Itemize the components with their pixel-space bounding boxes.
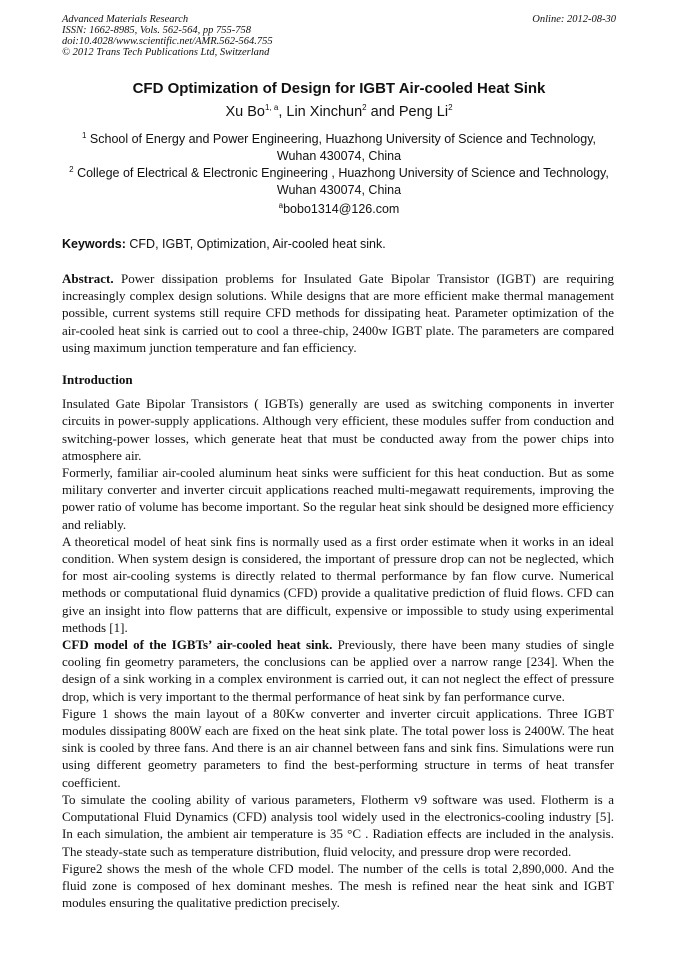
paragraph: A theoretical model of heat sink fins is normally used as a first order estimate when it works in an ideal condition. When system design is considered, the important of pressure drop can not be neglected, which for most air-cooling systems is directly related to thermal performance by fan flow curve. Numerical methods or computational fluid dynamics (CFD) provide a qualitative prediction of fluid flows. CFD can give an insight into flow patterns that are difficult, expensive or impossible to study using experimental methods [1].: [62, 533, 614, 635]
author-list: [40, 104, 638, 120]
paragraph: Figure 1 shows the main layout of a 80Kw converter and inverter circuit applications. Three IGBT modules dissipating 800W each are fixed on the heat sink plate. The total power loss is 2400W. The heat sink is cooled by three fans. And there is an air channel between fans and sink fins. Simulations were run using different geometry parameters to find the best-performing structure in terms of heat transfer coefficient.: [62, 705, 614, 790]
affiliation-text: College of Electrical & Electronic Engineering , Huazhong University of Science and Technology, Wuhan 430074, China: [77, 166, 609, 197]
paragraph: Insulated Gate Bipolar Transistors ( IGBTs) generally are used as switching components in inverter circuits in power-supply applications. Although very efficient, these modules suffer from conduction and switching-power losses, which generate heat that must be conducted away from the power chips into atmosphere air.: [62, 396, 614, 463]
paragraph-text: Previously, there have been many studies of single cooling fin geometry parameters, the conclusions can be applied over a narrow range [234]. When the design of a sink working in a complex environment is carried out, it can not neglect the effect of pressure drop, which is very important to the thermal performance of heat sink by fan performance curve.: [62, 637, 614, 704]
issn-line: ISSN: 1662-8985, Vols. 562-564, pp 755-758: [62, 25, 251, 36]
email-address: bobo1314@126.com: [283, 202, 400, 216]
paper-title: CFD Optimization of Design for IGBT Air-cooled Heat Sink: [132, 80, 546, 97]
affiliation-number: 1: [81, 130, 87, 140]
author-separator: and: [366, 104, 399, 120]
online-date: Online: 2012-08-30: [532, 14, 616, 25]
keywords: [62, 237, 618, 251]
abstract: [62, 270, 614, 356]
paragraph-lead: CFD model of the IGBTs’ air-cooled heat sink.: [62, 637, 333, 653]
section-heading-introduction: Introduction: [62, 372, 133, 388]
affiliation-2: [62, 165, 616, 199]
abstract-text: Power dissipation problems for Insulated Gate Bipolar Transistor (IGBT) are requiring increasingly complex design solutions. While designs that are more efficient make thermal management possible, current systems still require CFD methods for dissipating heat. Parameter optimization of the air-cooled heat sink is carried out to cool a three-chip, 2400w IGBT plate. The parameters are compared using maximum junction temperature and fan efficiency.: [62, 271, 614, 355]
author-name: Xu Bo: [225, 104, 265, 120]
paper-body: [62, 270, 614, 911]
author-name: Peng Li: [398, 104, 449, 120]
paragraph: Formerly, familiar air-cooled aluminum heat sinks were sufficient for this heat conduction. But as some military converter and inverter circuit applications reached multi-megawatt requirements, improving the power ratio of volume has become important. So the regular heat sink should be designed more efficiency and reliably.: [62, 465, 614, 532]
page-header: [62, 14, 616, 58]
author-separator: ,: [278, 104, 287, 120]
paragraph: Figure2 shows the mesh of the whole CFD model. The number of the cells is total 2,890,000. And the fluid zone is composed of hex dominant meshes. The mesh is refined near the heat sink and IGBT modules ensuring the qualitative prediction precisely.: [62, 860, 614, 911]
paragraph: To simulate the cooling ability of various parameters, Flotherm v9 software was used. Flotherm is a Computational Fluid Dynamics (CFD) analysis tool widely used in the electronics-cooling industry [5]. In each simulation, the ambient air temperature is 35 °C . Radiation effects are included in the analysis. The steady-state such as temperature distribution, fluid velocity, and pressure drop were recorded.: [62, 791, 614, 859]
affiliation-number: 2: [69, 164, 74, 174]
abstract-label: Abstract.: [62, 271, 114, 286]
author-email: [62, 201, 616, 218]
affiliation-text: School of Energy and Power Engineering, Huazhong University of Science and Technology, Wuhan 430074, China: [89, 132, 597, 163]
journal-name: Advanced Materials Research: [62, 14, 189, 25]
author-name: Lin Xinchun: [286, 104, 363, 120]
doi-line: doi:10.4028/www.scientific.net/AMR.562-564.755: [62, 36, 273, 47]
email-mark: a: [278, 200, 284, 210]
keywords-text: CFD, IGBT, Optimization, Air-cooled heat sink.: [125, 237, 386, 251]
keywords-label: Keywords:: [62, 237, 126, 251]
affiliation-1: [62, 131, 616, 165]
copyright-line: © 2012 Trans Tech Publications Ltd, Switzerland: [62, 47, 270, 58]
paragraph: [62, 636, 614, 705]
author-affiliation-mark: 2: [362, 103, 367, 113]
author-affiliation-mark: 2: [448, 103, 453, 113]
author-affiliation-mark: 1, a: [264, 103, 279, 113]
